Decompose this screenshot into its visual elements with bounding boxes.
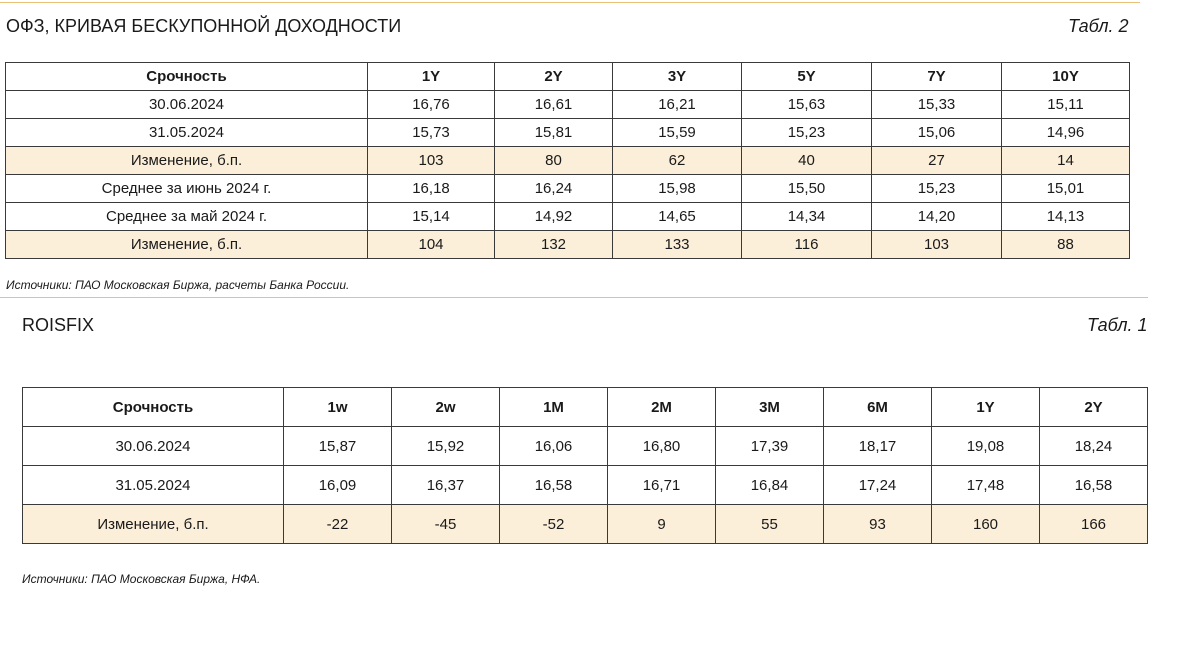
row-label: Изменение, б.п. xyxy=(23,505,284,544)
table-cell: 15,06 xyxy=(872,119,1002,147)
table-cell: 16,09 xyxy=(284,466,392,505)
section1-table-label: Табл. 2 xyxy=(1068,16,1129,36)
section2-table-label: Табл. 1 xyxy=(1087,315,1148,335)
table-cell: 16,61 xyxy=(495,91,613,119)
table-cell: 18,17 xyxy=(824,427,932,466)
table-header-row xyxy=(23,388,1148,427)
table-cell: 16,37 xyxy=(392,466,500,505)
header-cell: 6M xyxy=(824,388,932,427)
table-cell: 15,98 xyxy=(613,175,742,203)
change-row xyxy=(6,231,1130,259)
ofz-yield-table xyxy=(5,62,1130,259)
table-row xyxy=(6,91,1130,119)
table-cell: 16,84 xyxy=(716,466,824,505)
table-cell: 15,01 xyxy=(1002,175,1130,203)
table-row xyxy=(6,203,1130,231)
table-cell: 16,24 xyxy=(495,175,613,203)
header-cell: 10Y xyxy=(1002,63,1130,91)
table-cell: 16,06 xyxy=(500,427,608,466)
table-cell: -45 xyxy=(392,505,500,544)
table-cell: 17,39 xyxy=(716,427,824,466)
top-divider xyxy=(0,2,1140,3)
header-cell: 1w xyxy=(284,388,392,427)
table-cell: 14 xyxy=(1002,147,1130,175)
roisfix-table xyxy=(22,387,1148,544)
table-cell: 17,48 xyxy=(932,466,1040,505)
section2-title: ROISFIX xyxy=(22,315,95,335)
row-label: Изменение, б.п. xyxy=(6,147,368,175)
header-cell: 1Y xyxy=(368,63,495,91)
table-cell: -22 xyxy=(284,505,392,544)
change-row xyxy=(6,147,1130,175)
table-cell: 133 xyxy=(613,231,742,259)
table-cell: 132 xyxy=(495,231,613,259)
table-cell: 93 xyxy=(824,505,932,544)
table-row xyxy=(23,466,1148,505)
header-cell: Срочность xyxy=(23,388,284,427)
header-cell: 2w xyxy=(392,388,500,427)
table-cell: 14,92 xyxy=(495,203,613,231)
header-cell: 7Y xyxy=(872,63,1002,91)
table-cell: 14,65 xyxy=(613,203,742,231)
header-cell: 3Y xyxy=(613,63,742,91)
table-cell: 116 xyxy=(742,231,872,259)
table-cell: 15,87 xyxy=(284,427,392,466)
table-cell: 103 xyxy=(368,147,495,175)
table-cell: 55 xyxy=(716,505,824,544)
table-cell: 88 xyxy=(1002,231,1130,259)
table-cell: 17,24 xyxy=(824,466,932,505)
table-cell: 103 xyxy=(872,231,1002,259)
table-cell: 16,71 xyxy=(608,466,716,505)
row-label: 31.05.2024 xyxy=(23,466,284,505)
section-divider xyxy=(0,297,1148,298)
table-cell: 15,59 xyxy=(613,119,742,147)
table-cell: 104 xyxy=(368,231,495,259)
row-label: 30.06.2024 xyxy=(23,427,284,466)
table-cell: 15,11 xyxy=(1002,91,1130,119)
table-cell: 166 xyxy=(1040,505,1148,544)
table-cell: 14,20 xyxy=(872,203,1002,231)
table-cell: 27 xyxy=(872,147,1002,175)
table-cell: 15,63 xyxy=(742,91,872,119)
table-header-row xyxy=(6,63,1130,91)
table-row xyxy=(6,119,1130,147)
table-cell: 15,81 xyxy=(495,119,613,147)
table-cell: 160 xyxy=(932,505,1040,544)
header-cell: 2M xyxy=(608,388,716,427)
section2-source-note: Источники: ПАО Московская Биржа, НФА. xyxy=(22,572,261,586)
change-row xyxy=(23,505,1148,544)
table-cell: 16,58 xyxy=(1040,466,1148,505)
table-row xyxy=(6,175,1130,203)
row-label: Среднее за май 2024 г. xyxy=(6,203,368,231)
row-label: 31.05.2024 xyxy=(6,119,368,147)
row-label: 30.06.2024 xyxy=(6,91,368,119)
table-cell: 15,23 xyxy=(742,119,872,147)
table-cell: 15,73 xyxy=(368,119,495,147)
table-cell: 15,92 xyxy=(392,427,500,466)
row-label: Среднее за июнь 2024 г. xyxy=(6,175,368,203)
table-cell: -52 xyxy=(500,505,608,544)
table-cell: 15,50 xyxy=(742,175,872,203)
table-cell: 15,23 xyxy=(872,175,1002,203)
table-cell: 18,24 xyxy=(1040,427,1148,466)
section1-title: ОФЗ, КРИВАЯ БЕСКУПОННОЙ ДОХОДНОСТИ xyxy=(6,16,402,36)
header-cell: 2Y xyxy=(1040,388,1148,427)
table-cell: 9 xyxy=(608,505,716,544)
header-cell: 1Y xyxy=(932,388,1040,427)
header-cell: 2Y xyxy=(495,63,613,91)
table-cell: 16,76 xyxy=(368,91,495,119)
table-cell: 16,58 xyxy=(500,466,608,505)
header-cell: Срочность xyxy=(6,63,368,91)
table-row xyxy=(23,427,1148,466)
header-cell: 1M xyxy=(500,388,608,427)
header-cell: 5Y xyxy=(742,63,872,91)
table-cell: 16,80 xyxy=(608,427,716,466)
table-cell: 16,21 xyxy=(613,91,742,119)
table-cell: 16,18 xyxy=(368,175,495,203)
table-cell: 14,34 xyxy=(742,203,872,231)
table-cell: 15,14 xyxy=(368,203,495,231)
table-cell: 14,96 xyxy=(1002,119,1130,147)
table-cell: 80 xyxy=(495,147,613,175)
table-cell: 15,33 xyxy=(872,91,1002,119)
table-cell: 14,13 xyxy=(1002,203,1130,231)
header-cell: 3M xyxy=(716,388,824,427)
table-cell: 40 xyxy=(742,147,872,175)
table-cell: 19,08 xyxy=(932,427,1040,466)
row-label: Изменение, б.п. xyxy=(6,231,368,259)
table-cell: 62 xyxy=(613,147,742,175)
section1-source-note: Источники: ПАО Московская Биржа, расчеты Банка России. xyxy=(6,278,350,292)
